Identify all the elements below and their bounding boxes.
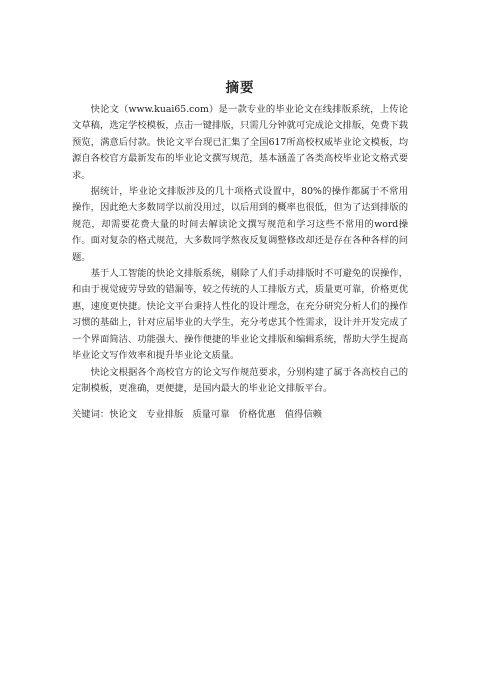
keyword-1: 快论文 <box>109 409 138 421</box>
keywords-line <box>72 407 408 423</box>
abstract-paragraph-1: 快论文（www.kuai65.com）是一款专业的毕业论文在线排版系统，上传论文草稿，选定学校模板，点击一键排版，只需几分钟就可完成论文排版，免费下载预览，满意后付款。快论文平台现已汇集了全国617所高校权威毕业论文模板，均源自各校官方最新发布的毕业论文撰写规范，基本涵盖了各类高校毕业论文格式要求。 <box>72 104 408 181</box>
keyword-3: 质量可靠 <box>192 409 230 421</box>
keyword-4: 价格优惠 <box>238 409 276 421</box>
keyword-5: 值得信赖 <box>284 409 322 421</box>
abstract-paragraph-2: 据统计，毕业论文排版涉及的几十项格式设置中，80%的操作都属于不常用操作，因此绝大多数同学以前没用过，以后用到的概率也很低，但为了达到排版的规范，却需要花费大量的时间去解读论文撰写规范和学习这些不常用的word操作。面对复杂的格式规范，大多数同学熬夜反复调整修改却还是存在各种各样的问题。 <box>72 186 408 263</box>
keywords-label: 关键词： <box>72 409 110 421</box>
keyword-2: 专业排版 <box>146 409 184 421</box>
abstract-paragraph-3: 基于人工智能的快论文排版系统，剔除了人们手动排版时不可避免的误操作，和由于视觉疲劳导致的错漏等，较之传统的人工排版方式，质量更可靠，价格更优惠，速度更快捷。快论文平台秉持人性化的设计理念，在充分研究分析人们的操作习惯的基础上，针对应届毕业的大学生，充分考虑其个性需求，设计并开发完成了一个界面简洁、功能强大、操作便捷的毕业论文排版和编辑系统，帮助大学生提高毕业论文写作效率和提升毕业论文质量。 <box>72 268 408 362</box>
abstract-paragraph-4: 快论文根据各个高校官方的论文写作规范要求，分别构建了属于各高校自己的定制模板，更准确，更便捷，是国内最大的毕业论文排版平台。 <box>72 366 408 394</box>
abstract-title: 摘要 <box>225 80 255 96</box>
